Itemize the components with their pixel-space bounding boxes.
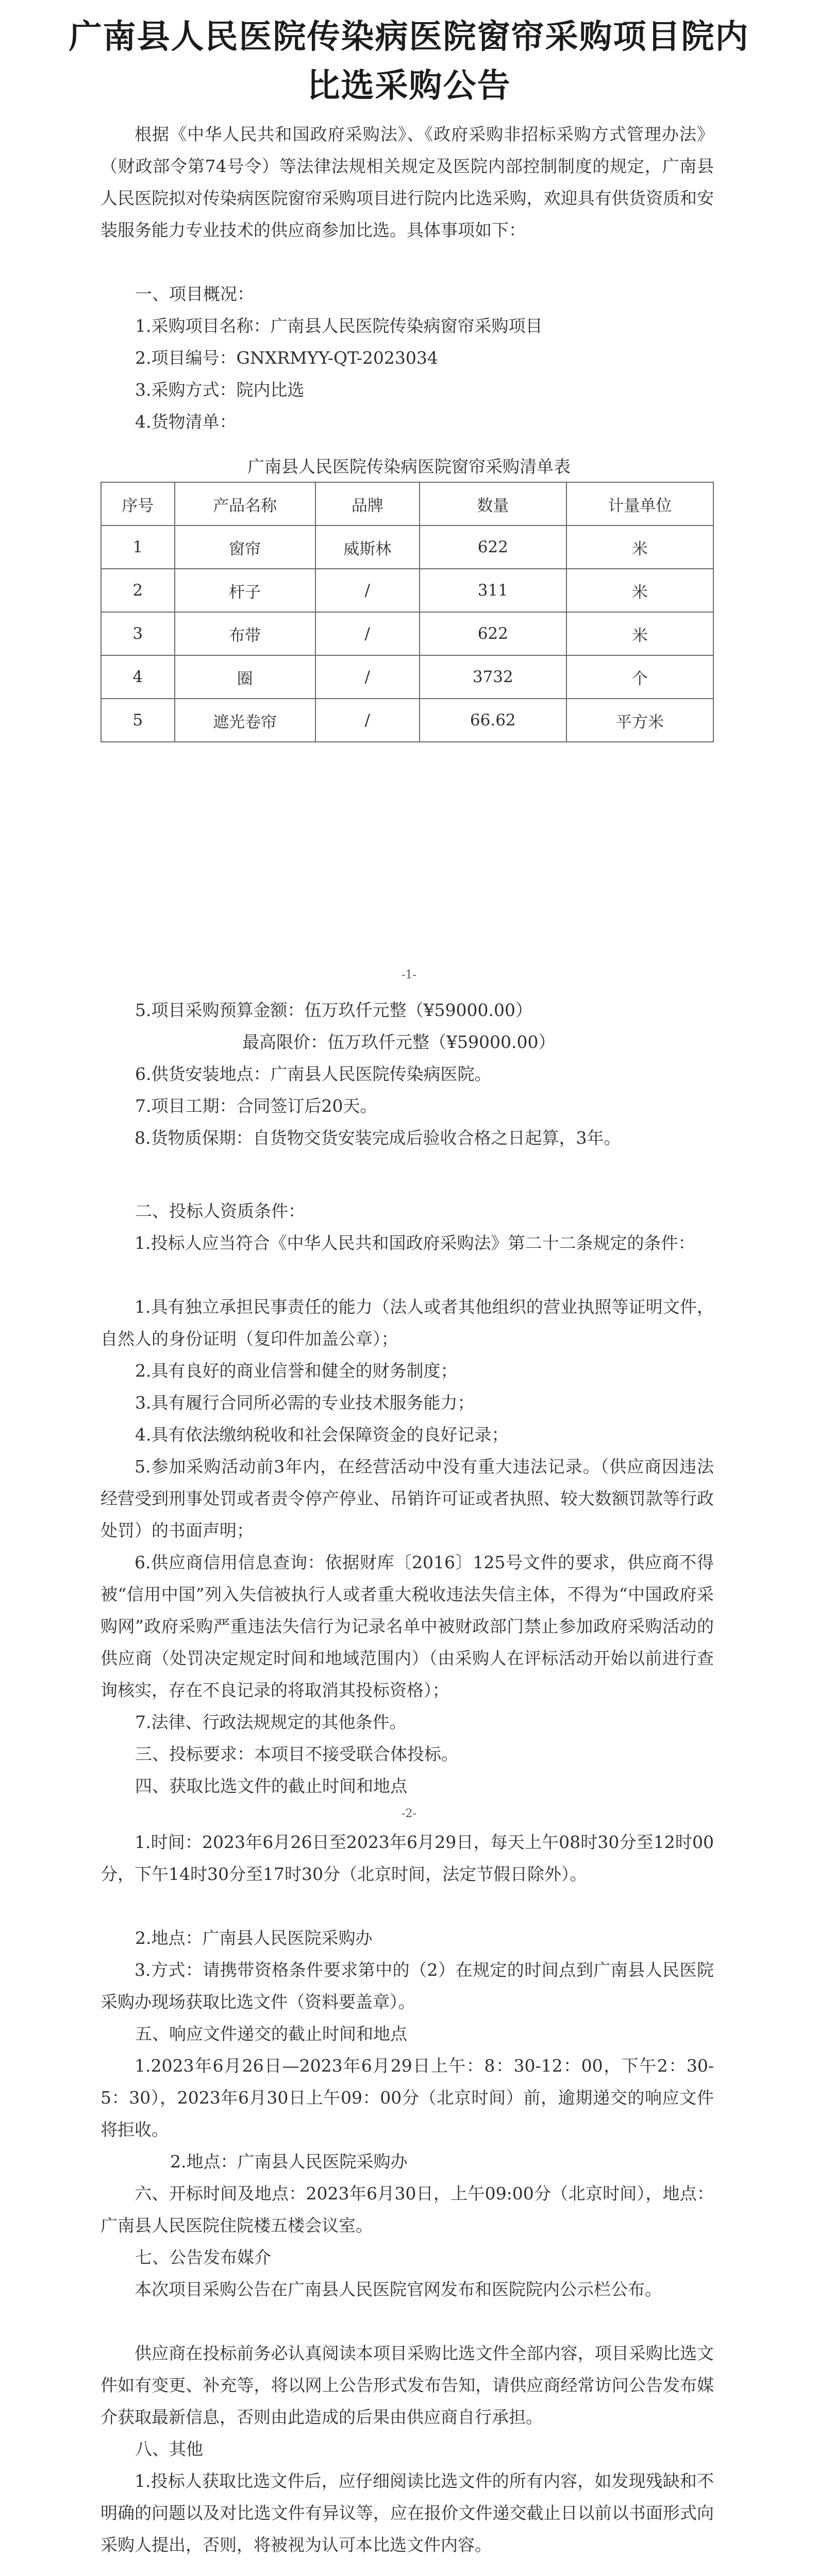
section5-item2: 2.地点：广南县人民医院采购办 [170, 2151, 408, 2172]
section2-item1: 1.投标人应当符合《中华人民共和国政府采购法》第二十二条规定的条件： [135, 1233, 695, 1253]
section5-item1: 1.2023年6月26日—2023年6月29日上午：8：30-12：00，下午2：30-5：30），2023年6月30日上午09：00分（北京时间）前，逾期递交的响应文件将拒收。 [101, 2056, 714, 2140]
section1-item3: 3.采购方式：院内比选 [135, 380, 305, 400]
table-cell: 米 [566, 612, 713, 655]
table-cell: 米 [566, 526, 713, 569]
table-row [101, 699, 713, 742]
section4-item2: 2.地点：广南县人民医院采购办 [135, 1928, 373, 1948]
section2-item3: 3.具有履行合同所必需的专业技术服务能力； [135, 1393, 475, 1413]
table-cell: 杆子 [175, 569, 315, 612]
table-header: 产品名称 [175, 482, 315, 526]
table-caption: 广南县人民医院传染病医院窗帘采购清单表 [247, 456, 571, 477]
table-header: 品牌 [315, 482, 420, 526]
table-row [101, 526, 713, 569]
table-cell: 遮光卷帘 [175, 699, 315, 742]
page-number: -1- [402, 969, 416, 981]
table-cell: 3732 [420, 655, 566, 699]
section4-item3: 3.方式：请携带资格条件要求第中的（2）在规定的时间点到广南县人民医院采购办现场获取比选文件（资料要盖章）。 [101, 1960, 714, 2012]
table-cell: 3 [101, 612, 175, 655]
table-cell: 平方米 [566, 699, 713, 742]
document-title-line2: 比选采购公告 [307, 67, 511, 105]
section2-item7: 7.法律、行政法规规定的其他条件。 [135, 1712, 407, 1732]
section1-item5: 5.项目采购预算金额：伍万玖仟元整（¥59000.00） [135, 1000, 532, 1020]
table-cell: 311 [420, 569, 566, 612]
table-cell: 1 [101, 526, 175, 569]
section1-item5b: 最高限价：伍万玖仟元整（¥59000.00） [242, 1032, 556, 1052]
table-cell: 威斯林 [315, 526, 420, 569]
table-cell: 2 [101, 569, 175, 612]
goods-table [101, 482, 714, 742]
section5-heading: 五、响应文件递交的截止时间和地点 [135, 2024, 407, 2044]
section2-item1a: 1.具有独立承担民事责任的能力（法人或者其他组织的营业执照等证明文件，自然人的身份证明（复印件加盖公章）； [101, 1297, 714, 1349]
section3-heading: 三、投标要求：本项目不接受联合体投标。 [135, 1744, 458, 1764]
table-row [101, 612, 713, 655]
table-cell: 个 [566, 655, 713, 699]
section8-item1: 1.投标人获取比选文件后，应仔细阅读比选文件的所有内容，如发现残缺和不明确的问题以及对比选文件有异议等，应在报价文件递交截止日以前以书面形式向采购人提出，否则，将被视为认可本比选文件内容。 [101, 2471, 714, 2555]
section4-item1: 1.时间：2023年6月26日至2023年6月29日，每天上午08时30分至12时00分，下午14时30分至17时30分（北京时间，法定节假日除外）。 [101, 1832, 714, 1884]
section1-heading: 一、项目概况： [135, 284, 254, 304]
section1-item7: 7.项目工期：合同签订后20天。 [135, 1096, 377, 1116]
table-cell: 米 [566, 569, 713, 612]
table-cell: / [315, 569, 420, 612]
table-cell: 622 [420, 612, 566, 655]
section1-item1: 1.采购项目名称：广南县人民医院传染病窗帘采购项目 [135, 316, 543, 336]
table-header: 计量单位 [566, 482, 713, 526]
table-header: 序号 [101, 482, 175, 526]
section2-item2: 2.具有良好的商业信誉和健全的财务制度； [135, 1361, 458, 1381]
table-cell: / [315, 655, 420, 699]
table-header-row [101, 482, 713, 526]
section8-heading: 八、其他 [135, 2439, 203, 2459]
intro-paragraph: 根据《中华人民共和国政府采购法》、《政府采购非招标采购方式管理办法》（财政部令第74号令）等法律法规相关规定及医院内部控制制度的规定，广南县人民医院拟对传染病医院窗帘采购项目进行院内比选采购，欢迎具有供货资质和安装服务能力专业技术的供应商参加比选。具体事项如下： [101, 124, 714, 240]
table-cell: / [315, 612, 420, 655]
table-cell: 66.62 [420, 699, 566, 742]
table-cell: 4 [101, 655, 175, 699]
section1-item8: 8.货物质保期：自货物交货安装完成后验收合格之日起算，3年。 [135, 1128, 621, 1148]
table-cell: 5 [101, 699, 175, 742]
table-header: 数量 [420, 482, 566, 526]
table-cell: / [315, 699, 420, 742]
table-row [101, 569, 713, 612]
section4-heading: 四、获取比选文件的截止时间和地点 [135, 1776, 407, 1796]
table-cell: 622 [420, 526, 566, 569]
section2-heading: 二、投标人资质条件： [135, 1201, 305, 1221]
table-cell: 布带 [175, 612, 315, 655]
section6-heading: 六、开标时间及地点：2023年6月30日，上午09:00分（北京时间），地点：广南县人民医院住院楼五楼会议室。 [101, 2183, 714, 2235]
section1-item2: 2.项目编号：GNXRMYY-QT-2023034 [135, 348, 438, 368]
section2-item6: 6.供应商信用信息查询：依据财库〔2016〕125号文件的要求，供应商不得被“信用中国”列入失信被执行人或者重大税收违法失信主体，不得为“中国政府采购网”政府采购严重违法失信行为记录名单中被财政部门禁止参加政府采购活动的供应商（处罚决定规定时间和地域范围内）（由采购人在评标活动开始以前进行查询核实，存在不良记录的将取消其投标资格）； [101, 1552, 714, 1700]
section2-item5: 5.参加采购活动前3年内，在经营活动中没有重大违法记录。（供应商因违法经营受到刑事处罚或者责令停产停业、吊销许可证或者执照、较大数额罚款等行政处罚）的书面声明； [101, 1456, 714, 1540]
document-title-line1: 广南县人民医院传染病医院窗帘采购项目院内 [69, 18, 749, 56]
page-number: -2- [402, 1807, 416, 1820]
table-cell: 窗帘 [175, 526, 315, 569]
table-row [101, 655, 713, 699]
section1-item4: 4.货物清单： [135, 412, 237, 432]
section7-p1: 本次项目采购公告在广南县人民医院官网发布和医院院内公示栏公布。 [135, 2279, 662, 2299]
section1-item6: 6.供货安装地点：广南县人民医院传染病医院。 [135, 1064, 492, 1084]
section2-item4: 4.具有依法缴纳税收和社会保障资金的良好记录； [135, 1425, 509, 1445]
section7-heading: 七、公告发布媒介 [135, 2247, 271, 2267]
section7-p2: 供应商在投标前务必认真阅读本项目采购比选文件全部内容，项目采购比选文件如有变更、补充等，将以网上公告形式发布告知，请供应商经常访问公告发布媒介获取最新信息，否则由此造成的后果由供应商自行承担。 [101, 2343, 714, 2427]
table-cell: 圈 [175, 655, 315, 699]
